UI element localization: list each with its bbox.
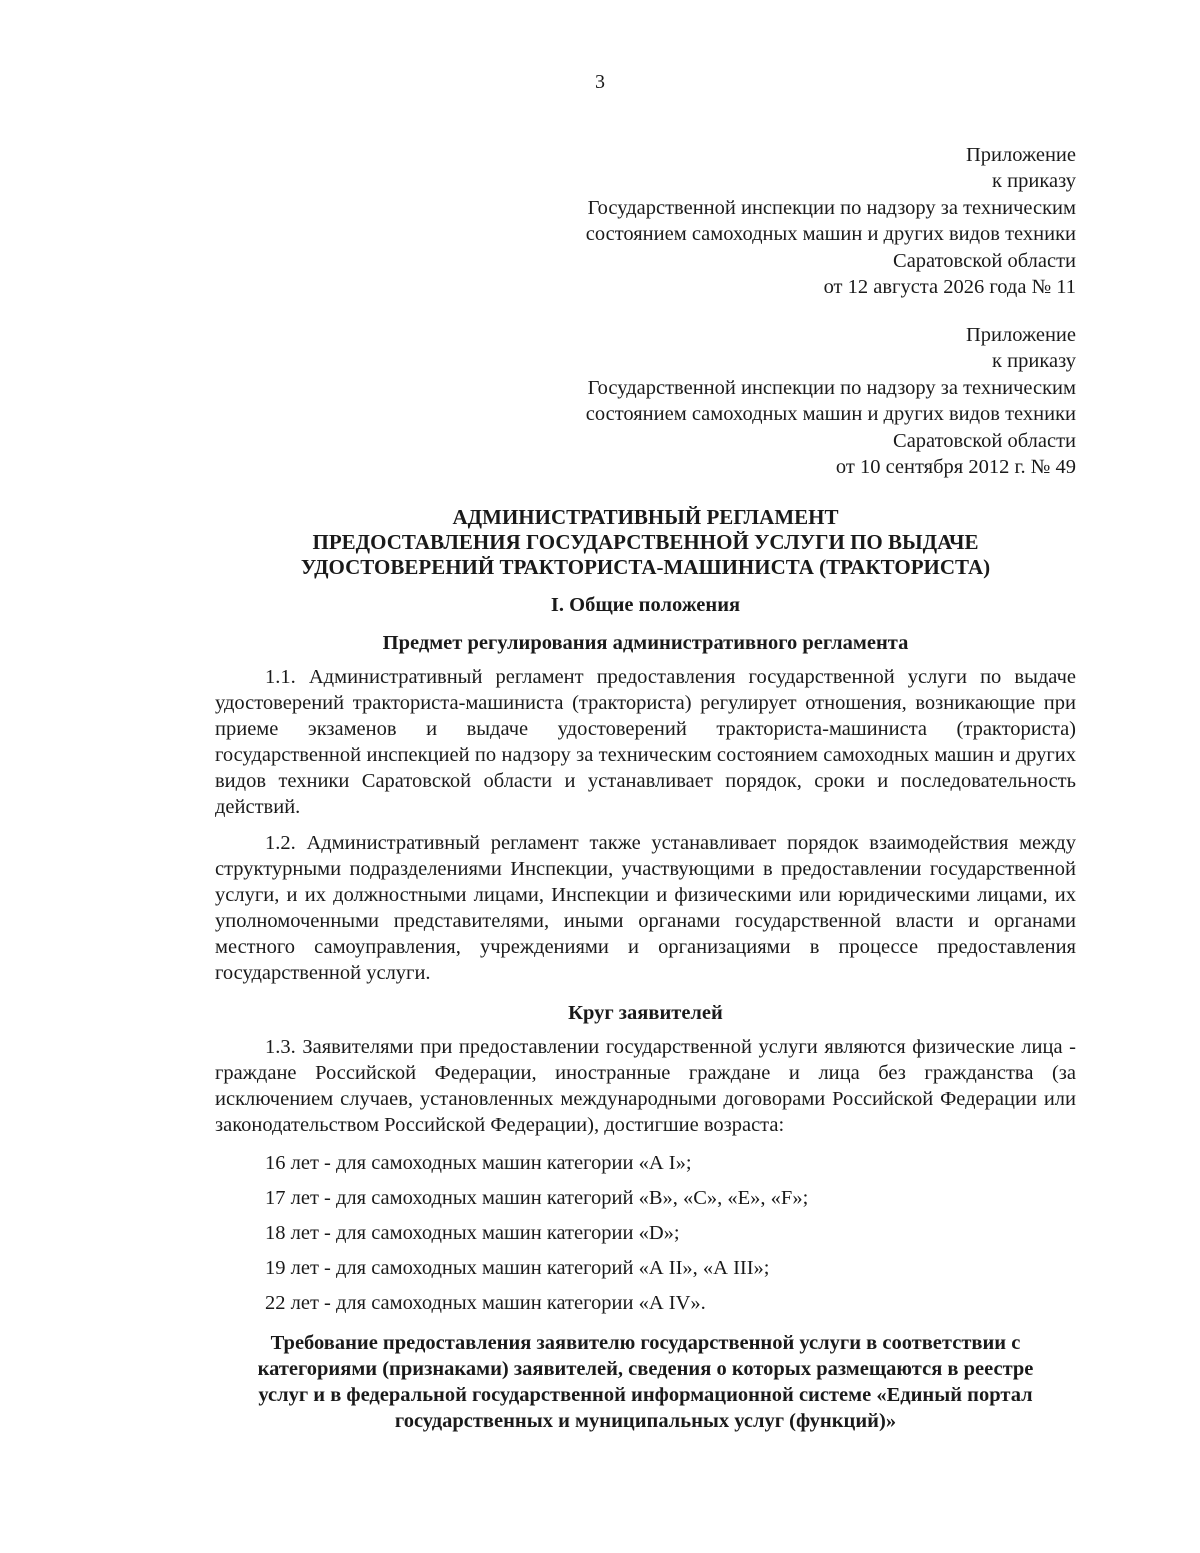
requirement-heading-line: услуг и в федеральной государственной информационной системе «Единый портал <box>258 1384 1033 1406</box>
section-heading: I. Общие положения <box>550 594 741 616</box>
appendix-line: Государственной инспекции по надзору за техническим <box>587 196 1076 219</box>
appendix-line: к приказу <box>992 350 1076 373</box>
paragraph-1-2: 1.2. Административный регламент также устанавливает порядок взаимодействия между структурными подразделениями Инспекции, участвующими в предоставлении государственной услуги, и их должностными лицами, Инспекции и физическими или юридическими лицами, их уполномоченными представителями, иными органами государственной власти и органами местного самоуправления, учреждениями и организациями в процессе предоставления государственной услуги. <box>215 832 1076 984</box>
document-title <box>215 505 1076 580</box>
requirement-heading-line: Требование предоставления заявителю государственной услуги в соответствии с <box>270 1332 1021 1354</box>
title-line: АДМИНИСТРАТИВНЫЙ РЕГЛАМЕНТ <box>452 505 839 529</box>
list-item: 18 лет - для самоходных машин категории «D»; <box>265 1222 680 1244</box>
age-list <box>215 1150 1076 1316</box>
requirement-heading-line: категориями (признаками) заявителей, сведения о которых размещаются в реестре <box>257 1358 1034 1380</box>
subsection-heading: Круг заявителей <box>568 1002 723 1024</box>
appendix-line: состоянием самоходных машин и других видов техники <box>585 403 1076 426</box>
subsection-heading: Предмет регулирования административного регламента <box>382 632 909 654</box>
list-item: 17 лет - для самоходных машин категорий «В», «С», «Е», «F»; <box>265 1187 809 1209</box>
appendix-block-current <box>456 142 1076 300</box>
requirement-heading <box>215 1330 1076 1434</box>
appendix-date-line: от 12 августа 2026 года № 11 <box>823 276 1076 299</box>
appendix-line: Приложение <box>965 144 1076 166</box>
appendix-date-line: от 10 сентября 2012 г. № 49 <box>835 456 1076 479</box>
title-line: УДОСТОВЕРЕНИЙ ТРАКТОРИСТА-МАШИНИСТА (ТРАКТОРИСТА) <box>300 555 991 579</box>
appendix-block-original <box>456 322 1076 480</box>
list-item: 16 лет - для самоходных машин категории «А I»; <box>265 1152 692 1174</box>
appendix-line: Саратовской области <box>893 249 1076 272</box>
title-line: ПРЕДОСТАВЛЕНИЯ ГОСУДАРСТВЕННОЙ УСЛУГИ ПО ВЫДАЧЕ <box>312 530 979 554</box>
appendix-line: Государственной инспекции по надзору за техническим <box>587 376 1076 399</box>
appendix-line: к приказу <box>992 170 1076 193</box>
list-item: 22 лет - для самоходных машин категории «А IV». <box>265 1292 706 1314</box>
document-body <box>215 505 1076 1434</box>
paragraph-1-3: 1.3. Заявителями при предоставлении государственной услуги являются физические лица - граждане Российской Федерации, иностранные граждане и лица без гражданства (за исключением случаев, установленных международными договорами Российской Федерации или законодательством Российской Федерации), достигшие возраста: <box>215 1036 1076 1136</box>
list-item: 19 лет - для самоходных машин категорий «А II», «А III»; <box>265 1257 770 1279</box>
page-number: 3 <box>595 71 605 93</box>
appendix-line: Приложение <box>965 324 1076 346</box>
paragraph-1-1: 1.1. Административный регламент предоставления государственной услуги по выдаче удостоверений тракториста-машиниста (тракториста) регулирует отношения, возникающие при приеме экзаменов и выдаче удостоверений тракториста-машиниста (тракториста) государственной инспекцией по надзору за техническим состоянием самоходных машин и других видов техники Саратовской области и устанавливает порядок, сроки и последовательность действий. <box>215 666 1076 818</box>
appendix-line: состоянием самоходных машин и других видов техники <box>585 223 1076 246</box>
requirement-heading-line: государственных и муниципальных услуг (функций)» <box>394 1410 897 1432</box>
appendix-line: Саратовской области <box>893 429 1076 452</box>
